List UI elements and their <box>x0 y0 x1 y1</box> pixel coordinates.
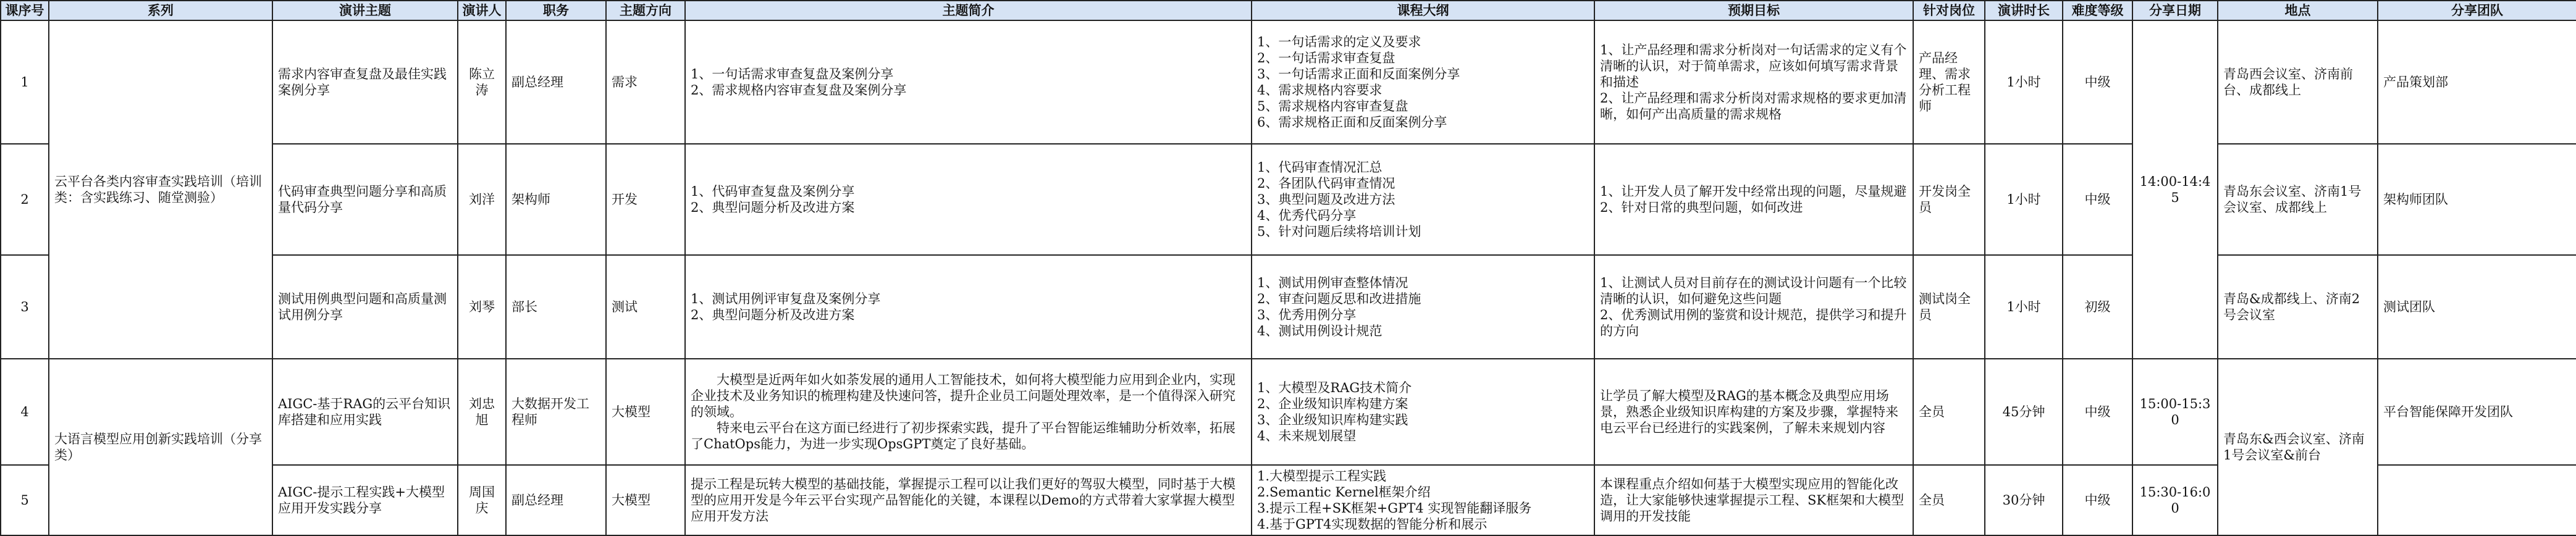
outline-item: 5、需求规格内容审查复盘 <box>1257 99 1408 114</box>
cell-position[interactable]: 开发岗全员 <box>1913 144 1985 255</box>
intro-paragraph: 特来电云平台在这方面已经进行了初步探索实践，提升了平台智能运维辅助分析效率，拓展了ChatOps能力，为进一步实现OpsGPT奠定了良好基础。 <box>691 421 1235 452</box>
outline-item: 2.Semantic Kernel框架介绍 <box>1257 485 1431 500</box>
cell-series[interactable]: 云平台各类内容审查实践培训（培训类：含实践练习、随堂测验） <box>49 20 272 359</box>
cell-level[interactable]: 中级 <box>2063 144 2132 255</box>
cell-location[interactable]: 青岛东会议室、济南1号会议室、成都线上 <box>2218 144 2378 255</box>
cell-team[interactable]: 测试团队 <box>2378 255 2576 359</box>
cell-goal[interactable] <box>1594 20 1913 144</box>
goal-line: 1、让开发人员了解开发中经常出现的问题，尽量规避 <box>1600 184 1907 199</box>
outline-item: 5、针对问题后续将培训计划 <box>1257 224 1421 240</box>
outline-item: 1、一句话需求的定义及要求 <box>1257 34 1421 49</box>
cell-level[interactable]: 中级 <box>2063 465 2132 535</box>
cell-intro[interactable] <box>685 20 1252 144</box>
goal-line: 本课程重点介绍如何基于大模型实现应用的智能化改造，让大家能够快速掌握提示工程、SK框架和大模型调用的开发技能 <box>1600 477 1905 524</box>
col-header-share-date[interactable]: 分享日期 <box>2132 1 2218 20</box>
outline-item: 3、优秀用例分享 <box>1257 308 1357 323</box>
intro-paragraph: 大模型是近两年如火如荼发展的通用人工智能技术，如何将大模型能力应用到企业内，实现企业技术及业务知识的梳理构建及快速问答，提升企业员工问题处理效率，是一个值得深入研究的领域。 <box>691 372 1235 420</box>
cell-outline[interactable] <box>1252 255 1594 359</box>
outline-item: 6、需求规格正面和反面案例分享 <box>1257 115 1447 130</box>
cell-goal[interactable] <box>1594 465 1913 535</box>
cell-series[interactable]: 大语言模型应用创新实践培训（分享类） <box>49 359 272 535</box>
cell-title[interactable]: 部长 <box>506 255 606 359</box>
cell-level[interactable]: 中级 <box>2063 20 2132 144</box>
cell-outline[interactable] <box>1252 20 1594 144</box>
intro-line: 2、典型问题分析及改进方案 <box>691 200 855 216</box>
col-header-level[interactable]: 难度等级 <box>2063 1 2132 20</box>
cell-speaker[interactable]: 刘琴 <box>458 255 506 359</box>
cell-intro[interactable] <box>685 465 1252 535</box>
goal-line: 2、优秀测试用例的鉴赏和设计规范，提供学习和提升的方向 <box>1600 308 1907 339</box>
cell-speaker[interactable]: 刘忠旭 <box>458 359 506 465</box>
table-row <box>1 465 2576 535</box>
cell-duration[interactable]: 30分钟 <box>1985 465 2063 535</box>
cell-direction[interactable]: 需求 <box>606 20 685 144</box>
cell-no[interactable]: 4 <box>1 359 49 465</box>
col-header-title[interactable]: 职务 <box>506 1 606 20</box>
cell-speaker[interactable]: 刘洋 <box>458 144 506 255</box>
outline-item: 1、测试用例审查整体情况 <box>1257 275 1408 290</box>
cell-goal[interactable] <box>1594 255 1913 359</box>
cell-level[interactable]: 中级 <box>2063 359 2132 465</box>
outline-item: 3.提示工程+SK框架+GPT4 实现智能翻译服务 <box>1257 501 1532 516</box>
cell-duration[interactable]: 1小时 <box>1985 144 2063 255</box>
cell-team[interactable]: 产品策划部 <box>2378 20 2576 144</box>
cell-topic[interactable]: 代码审查典型问题分享和高质量代码分享 <box>272 144 458 255</box>
outline-item: 4、未来规划展望 <box>1257 429 1357 444</box>
outline-item: 2、各团队代码审查情况 <box>1257 175 1395 191</box>
cell-topic[interactable]: 测试用例典型问题和高质量测试用例分享 <box>272 255 458 359</box>
outline-item: 4、测试用例设计规范 <box>1257 324 1383 339</box>
cell-topic[interactable]: AIGC-基于RAG的云平台知识库搭建和应用实践 <box>272 359 458 465</box>
cell-location[interactable]: 青岛&成都线上、济南2号会议室 <box>2218 255 2378 359</box>
cell-direction[interactable]: 大模型 <box>606 359 685 465</box>
cell-direction[interactable]: 开发 <box>606 144 685 255</box>
cell-position[interactable]: 全员 <box>1913 465 1985 535</box>
cell-share-date[interactable]: 15:30-16:00 <box>2132 465 2218 535</box>
cell-duration[interactable]: 45分钟 <box>1985 359 2063 465</box>
cell-no[interactable]: 3 <box>1 255 49 359</box>
table-row <box>1 359 2576 465</box>
outline-item: 1.大模型提示工程实践 <box>1257 469 1387 484</box>
col-header-outline[interactable]: 课程大纲 <box>1252 1 1594 20</box>
intro-paragraph: 提示工程是玩转大模型的基础技能，掌握提示工程可以让我们更好的驾驭大模型，同时基于大模型的应用开发是今年云平台实现产品智能化的关键，本课程以Demo的方式带着大家掌握大模型应用开发方法 <box>691 477 1235 524</box>
goal-line: 1、让测试人员对目前存在的测试设计问题有一个比较清晰的认识，如何避免这些问题 <box>1600 275 1907 306</box>
cell-title[interactable]: 副总经理 <box>506 20 606 144</box>
outline-item: 3、企业级知识库构建实践 <box>1257 412 1408 428</box>
col-header-no[interactable]: 课序号 <box>1 1 49 20</box>
cell-duration[interactable]: 1小时 <box>1985 20 2063 144</box>
cell-position[interactable]: 产品经理、需求分析工程师 <box>1913 20 1985 144</box>
intro-line: 2、需求规格内容审查复盘及案例分享 <box>691 83 907 98</box>
outline-item: 4.基于GPT4实现数据的智能分析和展示 <box>1257 517 1488 532</box>
cell-no[interactable]: 2 <box>1 144 49 255</box>
outline-item: 4、需求规格内容要求 <box>1257 83 1383 98</box>
cell-intro[interactable] <box>685 255 1252 359</box>
outline-item: 3、典型问题及改进方法 <box>1257 192 1395 207</box>
outline-item: 4、优秀代码分享 <box>1257 208 1357 224</box>
intro-line: 1、一句话需求审查复盘及案例分享 <box>691 67 894 82</box>
cell-intro[interactable] <box>685 359 1252 465</box>
header-row <box>1 1 2576 20</box>
outline-item: 1、大模型及RAG技术简介 <box>1257 380 1412 395</box>
col-header-team[interactable]: 分享团队 <box>2378 1 2576 20</box>
cell-team[interactable]: 平台智能保障开发团队 <box>2378 359 2576 465</box>
table-row <box>1 20 2576 144</box>
cell-location[interactable]: 青岛东&西会议室、济南1号会议室&前台 <box>2218 359 2378 535</box>
cell-title[interactable]: 副总经理 <box>506 465 606 535</box>
cell-share-date[interactable]: 14:00-14:45 <box>2132 20 2218 359</box>
cell-speaker[interactable]: 周国庆 <box>458 465 506 535</box>
cell-direction[interactable]: 测试 <box>606 255 685 359</box>
cell-speaker[interactable]: 陈立涛 <box>458 20 506 144</box>
cell-topic[interactable]: AIGC-提示工程实践+大模型应用开发实践分享 <box>272 465 458 535</box>
cell-position[interactable]: 全员 <box>1913 359 1985 465</box>
cell-outline[interactable] <box>1252 144 1594 255</box>
cell-team[interactable]: 架构师团队 <box>2378 144 2576 255</box>
cell-no[interactable]: 1 <box>1 20 49 144</box>
cell-title[interactable]: 大数据开发工程师 <box>506 359 606 465</box>
outline-item: 3、一句话需求正面和反面案例分享 <box>1257 67 1460 82</box>
col-header-topic[interactable]: 演讲主题 <box>272 1 458 20</box>
cell-share-date[interactable]: 15:00-15:30 <box>2132 359 2218 465</box>
cell-position[interactable]: 测试岗全员 <box>1913 255 1985 359</box>
outline-item: 2、企业级知识库构建方案 <box>1257 396 1408 411</box>
col-header-intro[interactable]: 主题简介 <box>685 1 1252 20</box>
goal-line: 2、针对日常的典型问题，如何改进 <box>1600 200 1803 216</box>
cell-title[interactable]: 架构师 <box>506 144 606 255</box>
cell-team[interactable] <box>2378 465 2576 535</box>
col-header-position[interactable]: 针对岗位 <box>1913 1 1985 20</box>
col-header-location[interactable]: 地点 <box>2218 1 2378 20</box>
outline-item: 1、代码审查情况汇总 <box>1257 159 1383 175</box>
goal-line: 让学员了解大模型及RAG的基本概念及典型应用场景，熟悉企业级知识库构建的方案及步骤，掌握特来电云平台已经进行的实践案例，了解未来规划内容 <box>1600 388 1898 436</box>
col-header-duration[interactable]: 演讲时长 <box>1985 1 2063 20</box>
cell-goal[interactable] <box>1594 144 1913 255</box>
cell-duration[interactable]: 1小时 <box>1985 255 2063 359</box>
intro-line: 1、测试用例评审复盘及案例分享 <box>691 291 881 306</box>
goal-line: 2、让产品经理和需求分析岗对需求规格的要求更加清晰，如何产出高质量的需求规格 <box>1600 91 1907 122</box>
col-header-series[interactable]: 系列 <box>49 1 272 20</box>
outline-item: 2、一句话需求审查复盘 <box>1257 50 1395 65</box>
intro-line: 1、代码审查复盘及案例分享 <box>691 184 855 199</box>
intro-line: 2、典型问题分析及改进方案 <box>691 308 855 323</box>
cell-intro[interactable] <box>685 144 1252 255</box>
cell-direction[interactable]: 大模型 <box>606 465 685 535</box>
cell-goal[interactable] <box>1594 359 1913 465</box>
col-header-speaker[interactable]: 演讲人 <box>458 1 506 20</box>
cell-level[interactable]: 初级 <box>2063 255 2132 359</box>
goal-line: 1、让产品经理和需求分析岗对一句话需求的定义有个清晰的认识，对于简单需求，应该如何填写需求背景和描述 <box>1600 42 1907 90</box>
cell-outline[interactable] <box>1252 465 1594 535</box>
col-header-direction[interactable]: 主题方向 <box>606 1 685 20</box>
cell-location[interactable]: 青岛西会议室、济南前台、成都线上 <box>2218 20 2378 144</box>
col-header-goal[interactable]: 预期目标 <box>1594 1 1913 20</box>
outline-item: 2、审查问题反思和改进措施 <box>1257 291 1421 306</box>
cell-topic[interactable]: 需求内容审查复盘及最佳实践案例分享 <box>272 20 458 144</box>
cell-outline[interactable] <box>1252 359 1594 465</box>
cell-no[interactable]: 5 <box>1 465 49 535</box>
